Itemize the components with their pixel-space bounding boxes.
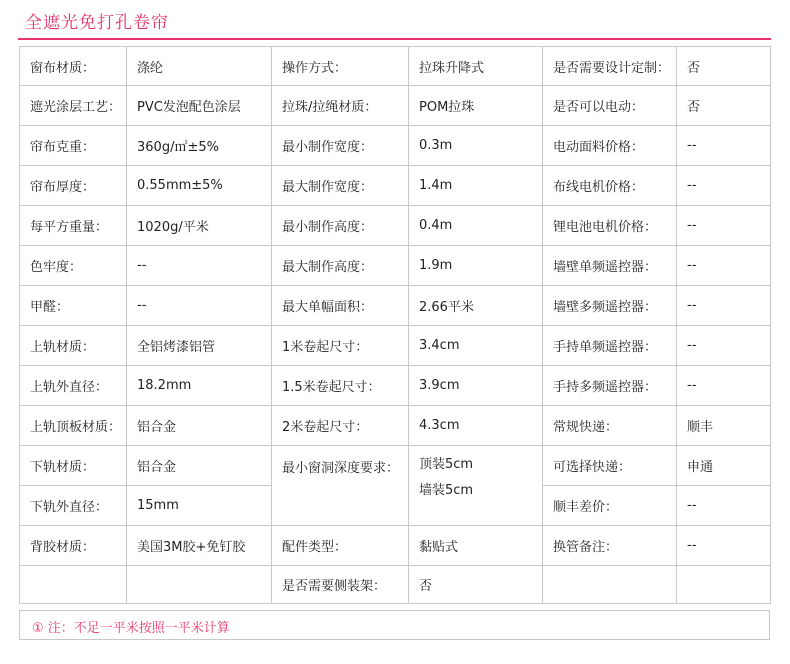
spec-value: -- [677,246,771,286]
spec-value: 360g/㎡±5% [127,126,272,166]
spec-value: -- [677,366,771,406]
spec-value: 拉珠升降式 [409,47,543,86]
table-row [20,446,771,486]
spec-value: 否 [677,86,771,126]
spec-label: 每平方重量： [20,206,127,246]
spec-label: 锂电池电机价格： [543,206,677,246]
spec-label: 遮光涂层工艺： [20,86,127,126]
spec-value: -- [127,286,272,326]
spec-label: 2米卷起尺寸： [272,406,409,446]
spec-value: -- [677,166,771,206]
spec-value: 全铝烤漆铝管 [127,326,272,366]
spec-label: 帘布克重： [20,126,127,166]
table-row [20,47,771,86]
spec-value: 3.4cm [409,326,543,366]
table-row [20,566,771,604]
spec-value: 18.2mm [127,366,272,406]
spec-value: -- [677,326,771,366]
spec-value: PVC发泡配色涂层 [127,86,272,126]
spec-label-bottom-rail-diameter: 下轨外直径： [20,486,127,526]
spec-label-sf-price-diff: 顺丰差价： [543,486,677,526]
spec-label: 是否可以电动： [543,86,677,126]
spec-label: 操作方式： [272,47,409,86]
table-row [20,286,771,326]
spec-label-adhesive: 背胶材质： [20,526,127,566]
spec-label: 1.5米卷起尺寸： [272,366,409,406]
spec-label: 墙壁多频遥控器： [543,286,677,326]
table-row [20,366,771,406]
spec-value: 铝合金 [127,406,272,446]
spec-table-body [20,47,771,604]
table-row [20,86,771,126]
spec-value: 2.66平米 [409,286,543,326]
spec-label: 手持单频遥控器： [543,326,677,366]
spec-value-top-mount: 顶装5cm [419,457,474,472]
spec-cell-empty [677,566,771,604]
spec-value-accessory-type: 黏贴式 [409,526,543,566]
spec-value-adhesive: 美国3M胶+免钉胶 [127,526,272,566]
spec-value-optional-courier: 申通 [677,446,771,486]
spec-label: 甲醛： [20,286,127,326]
spec-value: -- [677,286,771,326]
spec-label-tube-note: 换管备注： [543,526,677,566]
spec-value: 1.9m [409,246,543,286]
spec-label: 窗布材质： [20,47,127,86]
spec-value-wall-mount: 墙装5cm [419,483,474,498]
spec-value: 0.4m [409,206,543,246]
spec-value: 否 [677,47,771,86]
title-divider [18,38,771,40]
spec-value: -- [127,246,272,286]
spec-value: POM拉珠 [409,86,543,126]
spec-value: -- [677,126,771,166]
spec-value: 3.9cm [409,366,543,406]
spec-label-min-window-depth: 最小窗洞深度要求： [272,446,409,526]
spec-value-side-bracket: 否 [409,566,543,604]
table-row [20,246,771,286]
spec-label: 最大单幅面积： [272,286,409,326]
spec-value: 4.3cm [409,406,543,446]
spec-value-sf-price-diff: -- [677,486,771,526]
spec-label: 最小制作宽度： [272,126,409,166]
spec-value-bottom-rail-diameter: 15mm [127,486,272,526]
spec-value: 0.3m [409,126,543,166]
spec-cell-empty [543,566,677,604]
spec-label: 是否需要设计定制： [543,47,677,86]
spec-label: 常规快递： [543,406,677,446]
table-row [20,206,771,246]
spec-value: 涤纶 [127,47,272,86]
spec-label: 电动面料价格： [543,126,677,166]
note-box [19,610,770,640]
note-text: ① 注：不足一平米按照一平米计算 [32,621,230,636]
spec-label-side-bracket: 是否需要侧装架： [272,566,409,604]
spec-label-optional-courier: 可选择快递： [543,446,677,486]
spec-cell-empty [20,566,127,604]
spec-label: 上轨外直径： [20,366,127,406]
spec-label: 最大制作宽度： [272,166,409,206]
spec-value: 1.4m [409,166,543,206]
table-row [20,326,771,366]
table-row [20,166,771,206]
spec-label: 拉珠/拉绳材质： [272,86,409,126]
spec-label: 上轨顶板材质： [20,406,127,446]
spec-value-min-window-depth [409,446,543,526]
table-row [20,526,771,566]
spec-value: 1020g/平米 [127,206,272,246]
spec-label: 色牢度： [20,246,127,286]
table-row [20,406,771,446]
spec-label-accessory-type: 配件类型： [272,526,409,566]
table-row [20,126,771,166]
spec-label: 最大制作高度： [272,246,409,286]
spec-value-bottom-rail-material: 铝合金 [127,446,272,486]
spec-value: -- [677,206,771,246]
spec-value-tube-note: -- [677,526,771,566]
spec-label: 布线电机价格： [543,166,677,206]
spec-label-bottom-rail-material: 下轨材质： [20,446,127,486]
spec-label: 最小制作高度： [272,206,409,246]
spec-label: 帘布厚度： [20,166,127,206]
spec-label: 1米卷起尺寸： [272,326,409,366]
spec-label: 手持多频遥控器： [543,366,677,406]
spec-cell-empty [127,566,272,604]
spec-label: 上轨材质： [20,326,127,366]
page-title: 全遮光免打孔卷帘 [25,13,169,33]
spec-table [19,46,771,604]
spec-value: 0.55mm±5% [127,166,272,206]
spec-value: 顺丰 [677,406,771,446]
spec-label: 墙壁单频遥控器： [543,246,677,286]
